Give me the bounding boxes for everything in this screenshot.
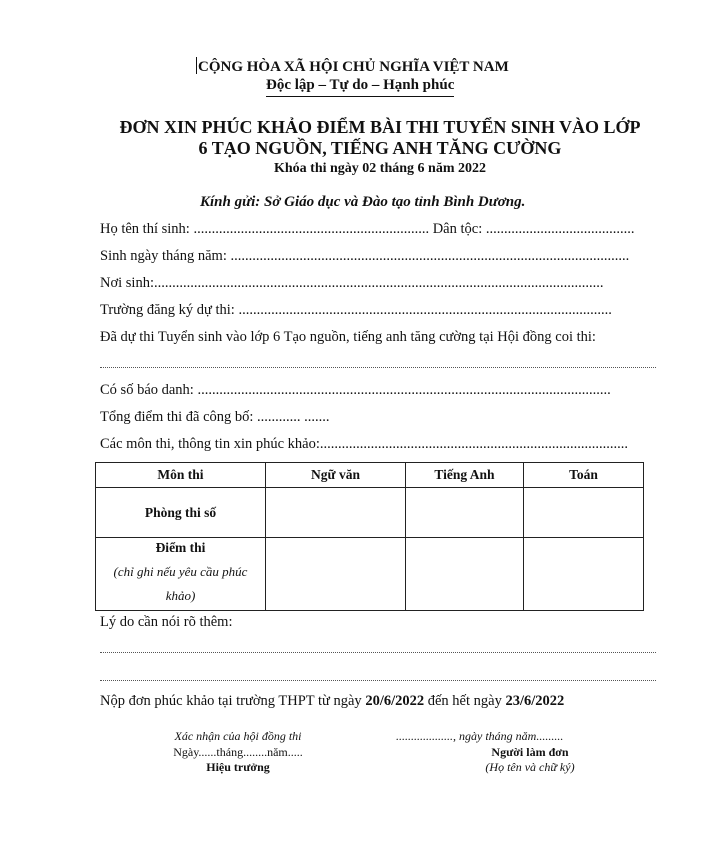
subjects-info-field: Các môn thi, thông tin xin phúc khảo:..................................................................................... (100, 436, 629, 452)
header-subject: Môn thi (96, 463, 266, 488)
total-score-field: Tổng điểm thi đã công bố: ............ ....... (100, 409, 330, 425)
council-confirmation-title: Xác nhận của hội đồng thi (174, 729, 302, 743)
council-confirmation-date: Ngày......tháng........năm..... (173, 745, 303, 759)
cell-room-math[interactable] (524, 488, 644, 538)
exam-date: Khóa thi ngày 02 tháng 6 năm 2022 (274, 161, 486, 176)
birth-place-field: Nơi sinh:............................................................................................................................ (100, 275, 604, 291)
table-header-row (96, 463, 644, 488)
national-title (196, 57, 556, 76)
review-request-table (95, 462, 644, 611)
applicant-signature-note: (Họ tên và chữ ký) (485, 760, 575, 774)
cell-room-english[interactable] (406, 488, 524, 538)
cell-score-math[interactable] (524, 538, 644, 611)
exam-council-field: Đã dự thi Tuyển sinh vào lớp 6 Tạo nguồn, tiếng anh tăng cường tại Hội đồng coi thi: (100, 329, 596, 345)
applicant-label: Người làm đơn (491, 745, 569, 759)
deadline-prefix: Nộp đơn phúc khảo tại trường THPT từ ngày (100, 693, 366, 709)
applicant-place-date: ..................., ngày tháng năm......... (396, 729, 564, 743)
registered-school-field: Trường đăng ký dự thi: ....................................................................................................... (100, 302, 612, 318)
form-title-line2: 6 TẠO NGUỒN, TIẾNG ANH TĂNG CƯỜNG (198, 138, 562, 158)
table-row (96, 488, 644, 538)
birth-date-field: Sinh ngày tháng năm: .............................................................................................................. (100, 248, 630, 264)
deadline-text (100, 693, 655, 710)
reason-dotted-line-2 (100, 680, 656, 681)
registration-number-field: Có số báo danh: .................................................................................................................. (100, 382, 611, 398)
deadline-to: 23/6/2022 (505, 693, 565, 709)
header-math: Toán (524, 463, 644, 488)
row-score-label (96, 538, 266, 611)
reason-label: Lý do cần nói rõ thêm: (100, 614, 233, 630)
header-english: Tiếng Anh (406, 463, 524, 488)
score-note: (chỉ ghi nếu yêu cầu phúc khảo) (113, 564, 248, 603)
motto-text: Độc lập – Tự do – Hạnh phúc (266, 77, 455, 93)
deadline-from: 20/6/2022 (365, 693, 425, 709)
header-literature: Ngữ văn (266, 463, 406, 488)
addressee: Kính gửi: Sở Giáo dục và Đào tạo tỉnh Bình Dương. (200, 194, 526, 210)
principal-label: Hiệu trưởng (206, 760, 270, 774)
cell-room-literature[interactable] (266, 488, 406, 538)
deadline-middle: đến hết ngày (424, 693, 506, 709)
motto (266, 77, 454, 97)
exam-council-dotted-line (100, 367, 656, 368)
reason-dotted-line-1 (100, 652, 656, 653)
text-cursor (196, 57, 197, 74)
row-exam-room-label: Phòng thi số (96, 488, 266, 538)
cell-score-literature[interactable] (266, 538, 406, 611)
candidate-name-field: Họ tên thí sinh: ................................................................. Dân tộc: ......................................... (100, 221, 635, 237)
cell-score-english[interactable] (406, 538, 524, 611)
score-label: Điểm thi (155, 540, 206, 555)
national-title-text: CỘNG HÒA XÃ HỘI CHỦ NGHĨA VIỆT NAM (198, 59, 509, 75)
form-title-line1: ĐƠN XIN PHÚC KHẢO ĐIỂM BÀI THI TUYỂN SINH VÀO LỚP (119, 117, 641, 137)
table-row (96, 538, 644, 611)
